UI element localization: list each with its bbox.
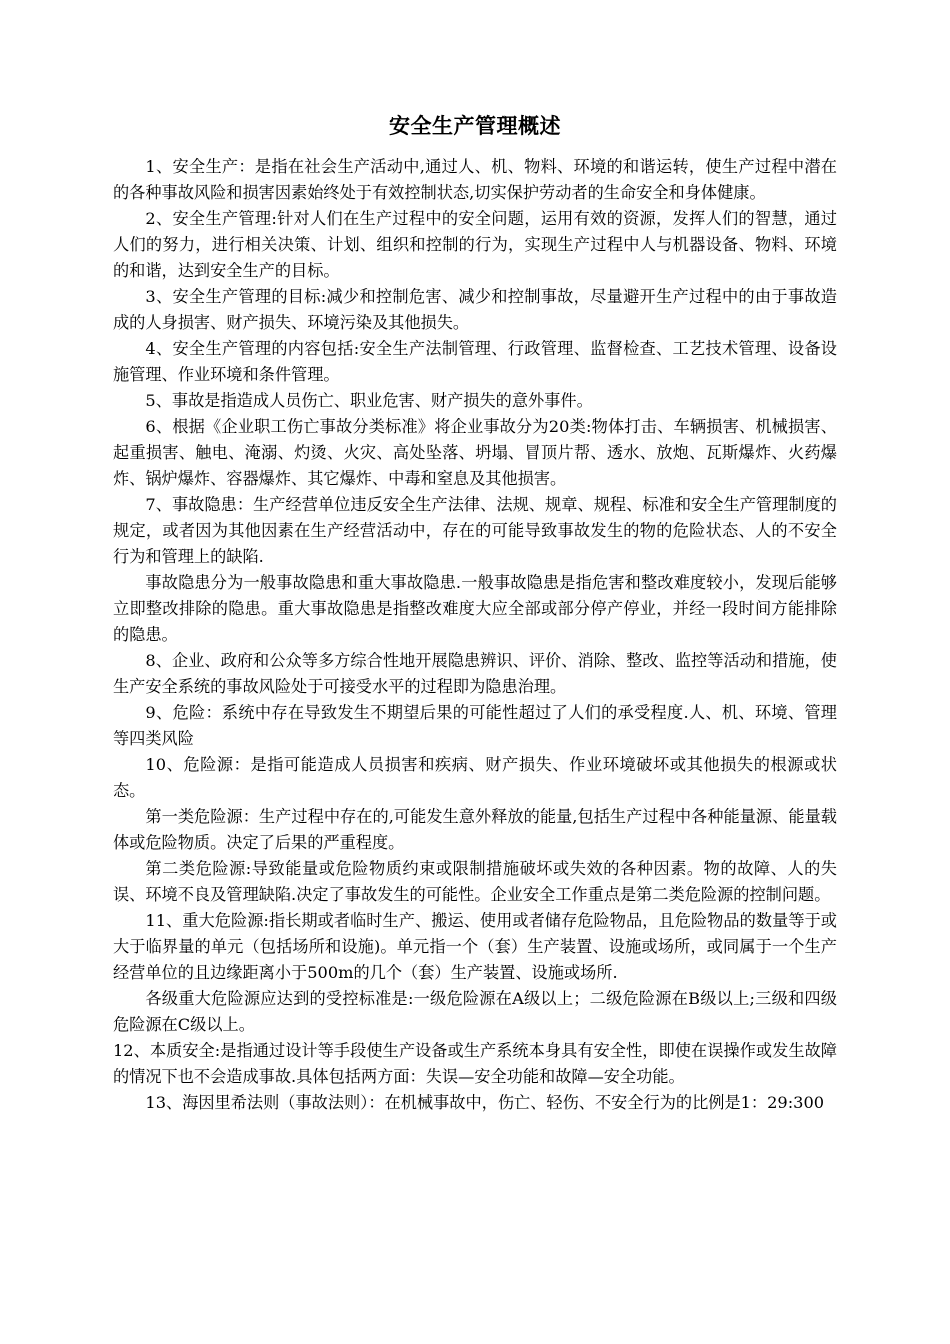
paragraph: 6、根据《企业职工伤亡事故分类标准》将企业事故分为20类:物体打击、车辆损害、机械损害、起重损害、触电、淹溺、灼烫、火灾、高处坠落、坍塌、冒顶片帮、透水、放炮、瓦斯爆炸、火药爆炸、锅炉爆炸、容器爆炸、其它爆炸、中毒和窒息及其他损害。: [113, 417, 837, 488]
paragraph: 5、事故是指造成人员伤亡、职业危害、财产损失的意外事件。: [145, 391, 593, 410]
document-page: [113, 106, 837, 1116]
paragraph: 12、本质安全:是指通过设计等手段使生产设备或生产系统本身具有安全性，即使在误操作或发生故障的情况下也不会造成事故.具体包括两方面：失误—安全功能和故障—安全功能。: [113, 1041, 837, 1086]
paragraph: 9、危险：系统中存在导致发生不期望后果的可能性超过了人们的承受程度.人、机、环境、管理等四类风险: [113, 703, 837, 748]
paragraph: 8、企业、政府和公众等多方综合性地开展隐患辨识、评价、消除、整改、监控等活动和措施，使生产安全系统的事故风险处于可接受水平的过程即为隐患治理。: [113, 651, 837, 696]
paragraph: 事故隐患分为一般事故隐患和重大事故隐患.一般事故隐患是指危害和整改难度较小，发现后能够立即整改排除的隐患。重大事故隐患是指整改难度大应全部或部分停产停业，并经一段时间方能排除的隐患。: [113, 573, 837, 644]
paragraph: 1、安全生产：是指在社会生产活动中,通过人、机、物料、环境的和谐运转，使生产过程中潜在的各种事故风险和损害因素始终处于有效控制状态,切实保护劳动者的生命安全和身体健康。: [113, 157, 837, 202]
paragraph: 第一类危险源：生产过程中存在的,可能发生意外释放的能量,包括生产过程中各种能量源、能量载体或危险物质。决定了后果的严重程度。: [113, 807, 837, 852]
document-title: 安全生产管理概述: [389, 113, 561, 138]
paragraph: 3、安全生产管理的目标:减少和控制危害、减少和控制事故，尽量避开生产过程中的由于事故造成的人身损害、财产损失、环境污染及其他损失。: [113, 287, 837, 332]
paragraph: 7、事故隐患：生产经营单位违反安全生产法律、法规、规章、规程、标准和安全生产管理制度的规定，或者因为其他因素在生产经营活动中，存在的可能导致事故发生的物的危险状态、人的不安全行为和管理上的缺陷.: [113, 495, 837, 566]
paragraph: 各级重大危险源应达到的受控标准是:一级危险源在A级以上；二级危险源在B级以上;三级和四级危险源在C级以上。: [113, 989, 837, 1034]
paragraph: 11、重大危险源:指长期或者临时生产、搬运、使用或者储存危险物品，且危险物品的数量等于或大于临界量的单元（包括场所和设施)。单元指一个（套）生产装置、设施或场所，或同属于一个生产经营单位的且边缘距离小于500m的几个（套）生产装置、设施或场所.: [113, 911, 837, 982]
paragraph: 4、安全生产管理的内容包括:安全生产法制管理、行政管理、监督检查、工艺技术管理、设备设施管理、作业环境和条件管理。: [113, 339, 837, 384]
paragraph: 第二类危险源:导致能量或危险物质约束或限制措施破坏或失效的各种因素。物的故障、人的失误、环境不良及管理缺陷.决定了事故发生的可能性。企业安全工作重点是第二类危险源的控制问题。: [113, 859, 837, 904]
paragraph: 2、安全生产管理:针对人们在生产过程中的安全问题，运用有效的资源，发挥人们的智慧，通过人们的努力，进行相关决策、计划、组织和控制的行为，实现生产过程中人与机器设备、物料、环境的和谐，达到安全生产的目标。: [113, 209, 837, 280]
paragraph: 13、海因里希法则（事故法则）：在机械事故中，伤亡、轻伤、不安全行为的比例是1：29:300: [145, 1093, 825, 1112]
paragraph: 10、危险源：是指可能造成人员损害和疾病、财产损失、作业环境破坏或其他损失的根源或状态。: [113, 755, 837, 800]
